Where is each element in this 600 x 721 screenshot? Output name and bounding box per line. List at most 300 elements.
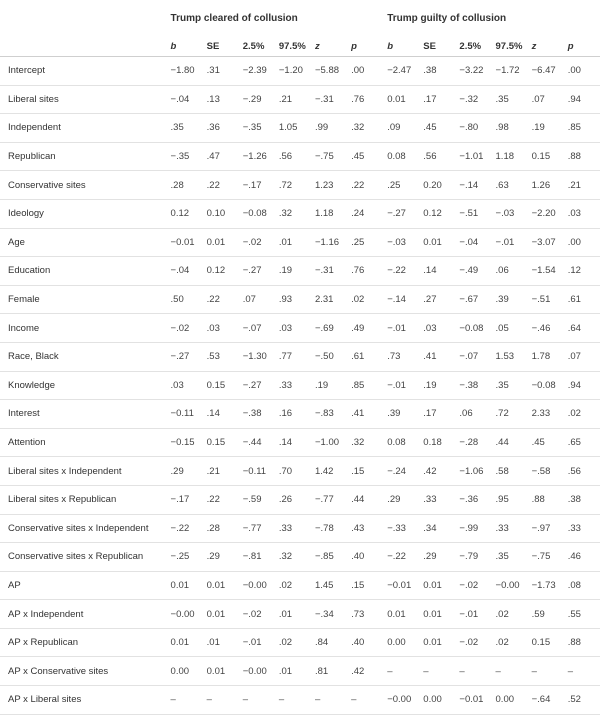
cell-cleared: −.50 <box>314 351 334 363</box>
cell-cleared: .32 <box>278 551 293 563</box>
cell-cleared: −0.00 <box>242 579 267 591</box>
cell-guilty: .52 <box>567 694 581 706</box>
cell-cleared: −.81 <box>242 551 262 563</box>
cell-guilty: .45 <box>531 437 545 449</box>
cell-cleared: −1.20 <box>278 65 303 77</box>
table-row <box>0 314 600 343</box>
cell-cleared: .00 <box>351 65 365 77</box>
cell-cleared: .76 <box>351 265 365 277</box>
cell-guilty: 0.01 <box>387 608 406 620</box>
table-row <box>0 285 600 314</box>
cell-guilty: −6.47 <box>531 65 556 77</box>
cell-guilty: .19 <box>423 379 437 391</box>
cell-guilty: .05 <box>495 322 509 334</box>
cell-cleared: −.04 <box>170 93 190 105</box>
table-body <box>0 57 600 715</box>
cell-cleared: −.02 <box>242 236 262 248</box>
cell-cleared: .32 <box>351 437 365 449</box>
cell-cleared: −0.08 <box>242 208 267 220</box>
cell-guilty: −.01 <box>495 236 515 248</box>
cell-guilty: −.32 <box>459 93 479 105</box>
cell-guilty: −.49 <box>459 265 479 277</box>
cell-guilty: −.03 <box>387 236 406 248</box>
cell-cleared: .13 <box>206 93 220 105</box>
cell-cleared: .26 <box>278 494 293 506</box>
cell-cleared: 2.31 <box>314 294 334 306</box>
cell-guilty: 0.20 <box>423 179 442 191</box>
row-label: Race, Black <box>8 351 59 363</box>
table-row <box>0 400 600 429</box>
col-header-z: z <box>311 37 347 57</box>
cell-cleared: −.75 <box>314 151 334 163</box>
cell-guilty: .38 <box>423 65 437 77</box>
cell-guilty: .00 <box>567 65 581 77</box>
cell-cleared: −.04 <box>170 265 190 277</box>
cell-guilty: .58 <box>495 465 509 477</box>
cell-cleared: −.29 <box>242 93 262 105</box>
cell-cleared: .22 <box>351 179 365 191</box>
cell-cleared: −.38 <box>242 408 262 420</box>
cell-cleared: .25 <box>351 236 365 248</box>
cell-guilty: – <box>567 665 574 677</box>
cell-guilty: −0.08 <box>459 322 484 334</box>
cell-cleared: −0.15 <box>170 437 195 449</box>
cell-cleared: .73 <box>351 608 365 620</box>
cell-cleared: .22 <box>206 179 220 191</box>
cell-cleared: .01 <box>278 665 293 677</box>
cell-cleared: .72 <box>278 179 293 191</box>
cell-guilty: .45 <box>423 122 437 134</box>
cell-guilty: −0.00 <box>387 694 412 706</box>
cell-guilty: 0.01 <box>423 579 442 591</box>
corner-cell-2 <box>0 37 167 57</box>
cell-guilty: 0.01 <box>423 608 442 620</box>
cell-guilty: – <box>495 665 501 677</box>
cell-cleared: −.31 <box>314 265 334 277</box>
cell-guilty: .94 <box>567 93 581 105</box>
cell-guilty: .35 <box>495 93 509 105</box>
cell-guilty: .61 <box>567 294 581 306</box>
cell-cleared: −.01 <box>242 637 262 649</box>
cell-guilty: −.07 <box>459 351 479 363</box>
cell-guilty: −2.20 <box>531 208 556 220</box>
cell-guilty: −.33 <box>387 522 406 534</box>
cell-guilty: .46 <box>567 551 581 563</box>
cell-cleared: −.22 <box>170 522 190 534</box>
table-row <box>0 485 600 514</box>
cell-cleared: −.17 <box>242 179 262 191</box>
cell-guilty: −.14 <box>387 294 406 306</box>
cell-cleared: .84 <box>314 637 329 649</box>
cell-cleared: 1.45 <box>314 579 334 591</box>
table-row <box>0 600 600 629</box>
cell-cleared: .03 <box>278 322 293 334</box>
row-label: Education <box>8 265 51 277</box>
cell-cleared: .50 <box>170 294 184 306</box>
cell-cleared: 1.05 <box>278 122 298 134</box>
col-header-lower: 2.5% <box>455 37 491 57</box>
group-header-row <box>0 0 600 37</box>
cell-cleared: −1.00 <box>314 437 340 449</box>
cell-cleared: .22 <box>206 494 220 506</box>
cell-guilty: −3.07 <box>531 236 556 248</box>
cell-guilty: −.79 <box>459 551 479 563</box>
cell-cleared: −.77 <box>314 494 334 506</box>
cell-cleared: .21 <box>206 465 220 477</box>
row-label: AP x Independent <box>8 608 84 620</box>
cell-guilty: .35 <box>495 379 509 391</box>
cell-guilty: .17 <box>423 408 437 420</box>
cell-guilty: .29 <box>423 551 437 563</box>
cell-guilty: −1.54 <box>531 265 556 277</box>
cell-guilty: 0.15 <box>531 151 551 163</box>
cell-guilty: 0.00 <box>495 694 515 706</box>
cell-guilty: −1.06 <box>459 465 484 477</box>
cell-cleared: .02 <box>278 637 293 649</box>
cell-cleared: −.31 <box>314 93 334 105</box>
cell-cleared: .99 <box>314 122 329 134</box>
col-header-p: p <box>347 37 383 57</box>
cell-cleared: .16 <box>278 408 293 420</box>
group-header-cleared: Trump cleared of collusion <box>167 0 384 37</box>
cell-guilty: .12 <box>567 265 581 277</box>
cell-guilty: −.14 <box>459 179 479 191</box>
cell-guilty: −.51 <box>531 294 551 306</box>
cell-guilty: .07 <box>567 351 581 363</box>
cell-cleared: −.27 <box>170 351 190 363</box>
cell-cleared: −0.00 <box>170 608 195 620</box>
cell-guilty: 0.12 <box>423 208 442 220</box>
table-row <box>0 114 600 143</box>
cell-cleared: 0.01 <box>206 236 226 248</box>
cell-guilty: .25 <box>387 179 401 191</box>
col-header-se: SE <box>419 37 455 57</box>
cell-cleared: .40 <box>351 637 365 649</box>
cell-cleared: −.77 <box>242 522 262 534</box>
cell-cleared: −1.16 <box>314 236 340 248</box>
cell-cleared: −1.26 <box>242 151 267 163</box>
cell-cleared: −.69 <box>314 322 334 334</box>
cell-guilty: −0.00 <box>495 579 520 591</box>
col-header-z: z <box>528 37 564 57</box>
cell-guilty: 0.08 <box>387 437 406 449</box>
table-row <box>0 571 600 600</box>
cell-guilty: 0.01 <box>387 93 406 105</box>
table-row <box>0 142 600 171</box>
cell-cleared: .76 <box>351 93 365 105</box>
cell-guilty: – <box>423 665 429 677</box>
cell-cleared: .14 <box>206 408 220 420</box>
cell-guilty: .33 <box>567 522 581 534</box>
cell-guilty: −.58 <box>531 465 551 477</box>
cell-cleared: .29 <box>206 551 220 563</box>
cell-guilty: −.80 <box>459 122 479 134</box>
cell-cleared: .31 <box>206 65 220 77</box>
cell-guilty: .44 <box>495 437 509 449</box>
cell-cleared: .49 <box>351 322 365 334</box>
cell-cleared: −.02 <box>170 322 190 334</box>
cell-cleared: −.27 <box>242 265 262 277</box>
cell-cleared: .56 <box>278 151 293 163</box>
cell-cleared: .28 <box>206 522 220 534</box>
cell-cleared: −.78 <box>314 522 334 534</box>
cell-cleared: −.27 <box>242 379 262 391</box>
cell-cleared: .02 <box>351 294 365 306</box>
cell-cleared: .33 <box>278 379 293 391</box>
cell-cleared: −.85 <box>314 551 334 563</box>
cell-cleared: – <box>170 694 176 706</box>
row-label: AP x Conservative sites <box>8 665 109 677</box>
cell-guilty: −.02 <box>459 579 479 591</box>
cell-cleared: – <box>278 694 285 706</box>
cell-guilty: .94 <box>567 379 581 391</box>
cell-cleared: .28 <box>170 179 184 191</box>
cell-cleared: −0.01 <box>170 236 195 248</box>
row-label: AP x Liberal sites <box>8 694 82 706</box>
cell-guilty: 1.26 <box>531 179 551 191</box>
cell-cleared: −1.30 <box>242 351 267 363</box>
cell-guilty: .02 <box>495 608 509 620</box>
cell-cleared: – <box>351 694 357 706</box>
cell-guilty: −.97 <box>531 522 551 534</box>
cell-cleared: 1.42 <box>314 465 334 477</box>
cell-cleared: −.07 <box>242 322 262 334</box>
cell-guilty: −2.47 <box>387 65 412 77</box>
cell-guilty: .72 <box>495 408 509 420</box>
table-row <box>0 457 600 486</box>
cell-cleared: −.59 <box>242 494 262 506</box>
cell-guilty: −.64 <box>531 694 551 706</box>
row-label: Conservative sites <box>8 179 86 191</box>
cell-guilty: −.01 <box>387 322 406 334</box>
row-label: Attention <box>8 437 46 449</box>
cell-guilty: .29 <box>387 494 401 506</box>
cell-guilty: 0.08 <box>387 151 406 163</box>
cell-cleared: −.25 <box>170 551 190 563</box>
cell-cleared: .40 <box>351 551 365 563</box>
row-label: Liberal sites x Republican <box>8 494 117 506</box>
cell-guilty: 2.33 <box>531 408 551 420</box>
row-label: Conservative sites x Republican <box>8 551 144 563</box>
group-header-guilty: Trump guilty of collusion <box>383 0 600 37</box>
col-header-p: p <box>564 37 600 57</box>
cell-guilty: .95 <box>495 494 509 506</box>
cell-cleared: .85 <box>351 379 365 391</box>
cell-guilty: −.04 <box>459 236 479 248</box>
cell-guilty: −.03 <box>495 208 515 220</box>
row-label: AP <box>8 579 21 591</box>
table-row <box>0 686 600 715</box>
cell-cleared: .45 <box>351 151 365 163</box>
cell-cleared: .21 <box>278 93 293 105</box>
table-row <box>0 657 600 686</box>
table-row <box>0 628 600 657</box>
col-header-se: SE <box>203 37 239 57</box>
cell-cleared: .77 <box>278 351 293 363</box>
cell-guilty: .65 <box>567 437 581 449</box>
cell-cleared: .07 <box>242 294 256 306</box>
cell-guilty: .85 <box>567 122 581 134</box>
cell-guilty: .88 <box>531 494 545 506</box>
cell-cleared: 0.01 <box>206 665 226 677</box>
cell-cleared: – <box>314 694 321 706</box>
cell-guilty: .41 <box>423 351 437 363</box>
cell-guilty: .06 <box>495 265 509 277</box>
cell-guilty: .06 <box>459 408 473 420</box>
cell-cleared: .15 <box>351 579 365 591</box>
cell-guilty: 0.18 <box>423 437 442 449</box>
cell-cleared: −.02 <box>242 608 262 620</box>
col-header-b: b <box>383 37 419 57</box>
row-label: Ideology <box>8 208 44 220</box>
cell-guilty: .34 <box>423 522 437 534</box>
cell-guilty: .03 <box>423 322 437 334</box>
cell-cleared: – <box>206 694 212 706</box>
row-label: Conservative sites x Independent <box>8 522 149 534</box>
cell-cleared: .81 <box>314 665 329 677</box>
cell-cleared: .93 <box>278 294 293 306</box>
table-row <box>0 57 600 86</box>
cell-guilty: 1.78 <box>531 351 551 363</box>
cell-cleared: −.34 <box>314 608 334 620</box>
table-row <box>0 171 600 200</box>
cell-guilty: .56 <box>567 465 581 477</box>
cell-guilty: −1.01 <box>459 151 484 163</box>
cell-guilty: .02 <box>495 637 509 649</box>
cell-guilty: .42 <box>423 465 437 477</box>
cell-cleared: .19 <box>278 265 293 277</box>
cell-guilty: −3.22 <box>459 65 484 77</box>
cell-cleared: 0.12 <box>170 208 190 220</box>
cell-cleared: −0.00 <box>242 665 267 677</box>
cell-cleared: .22 <box>206 294 220 306</box>
cell-cleared: .53 <box>206 351 220 363</box>
table-row <box>0 371 600 400</box>
cell-guilty: .02 <box>567 408 581 420</box>
cell-guilty: −.02 <box>459 637 479 649</box>
cell-cleared: 0.15 <box>206 437 226 449</box>
cell-guilty: −.51 <box>459 208 479 220</box>
col-header-lower: 2.5% <box>239 37 275 57</box>
cell-guilty: .09 <box>387 122 401 134</box>
cell-guilty: −.01 <box>459 608 479 620</box>
cell-guilty: −0.01 <box>459 694 484 706</box>
cell-guilty: −1.73 <box>531 579 556 591</box>
cell-guilty: −.36 <box>459 494 479 506</box>
cell-guilty: 0.01 <box>423 637 442 649</box>
cell-guilty: .64 <box>567 322 581 334</box>
row-label: Female <box>8 294 40 306</box>
cell-cleared: −.35 <box>170 151 190 163</box>
cell-guilty: −.38 <box>459 379 479 391</box>
cell-guilty: .07 <box>531 93 545 105</box>
table-row <box>0 199 600 228</box>
cell-guilty: −.46 <box>531 322 551 334</box>
cell-guilty: .17 <box>423 93 437 105</box>
cell-guilty: 1.53 <box>495 351 515 363</box>
cell-guilty: 1.18 <box>495 151 515 163</box>
cell-cleared: .01 <box>206 637 220 649</box>
cell-cleared: .42 <box>351 665 365 677</box>
cell-cleared: 0.00 <box>170 665 190 677</box>
table-row <box>0 228 600 257</box>
cell-guilty: −.75 <box>531 551 551 563</box>
cell-cleared: .61 <box>351 351 365 363</box>
cell-cleared: – <box>242 694 249 706</box>
row-label: Republican <box>8 151 56 163</box>
cell-cleared: 1.23 <box>314 179 334 191</box>
cell-guilty: .33 <box>495 522 509 534</box>
cell-cleared: 0.01 <box>170 579 190 591</box>
cell-cleared: .32 <box>351 122 365 134</box>
cell-guilty: −.28 <box>459 437 479 449</box>
cell-cleared: .24 <box>351 208 365 220</box>
cell-cleared: .19 <box>314 379 329 391</box>
cell-guilty: .38 <box>567 494 581 506</box>
column-header-row <box>0 37 600 57</box>
cell-guilty: .27 <box>423 294 437 306</box>
cell-guilty: .00 <box>567 236 581 248</box>
cell-cleared: −.35 <box>242 122 262 134</box>
cell-guilty: −.22 <box>387 551 406 563</box>
cell-cleared: .01 <box>278 236 293 248</box>
cell-cleared: 0.15 <box>206 379 226 391</box>
cell-guilty: −.01 <box>387 379 406 391</box>
cell-cleared: .03 <box>206 322 220 334</box>
cell-guilty: −0.01 <box>387 579 412 591</box>
cell-cleared: .36 <box>206 122 220 134</box>
cell-guilty: .98 <box>495 122 509 134</box>
cell-cleared: .70 <box>278 465 293 477</box>
cell-cleared: 0.10 <box>206 208 226 220</box>
cell-guilty: .73 <box>387 351 401 363</box>
cell-guilty: .39 <box>495 294 509 306</box>
cell-cleared: .33 <box>278 522 293 534</box>
cell-cleared: −2.39 <box>242 65 267 77</box>
row-label: Independent <box>8 122 61 134</box>
table-row <box>0 543 600 572</box>
cell-guilty: 0.00 <box>387 637 406 649</box>
cell-guilty: .63 <box>495 179 509 191</box>
col-header-upper: 97.5% <box>492 37 528 57</box>
cell-guilty: −.67 <box>459 294 479 306</box>
cell-guilty: .59 <box>531 608 545 620</box>
row-label: AP x Republican <box>8 637 79 649</box>
cell-cleared: 0.12 <box>206 265 226 277</box>
cell-guilty: .39 <box>387 408 401 420</box>
cell-cleared: 0.01 <box>206 579 226 591</box>
row-label: Liberal sites <box>8 93 59 105</box>
row-label: Age <box>8 236 25 248</box>
cell-cleared: .43 <box>351 522 365 534</box>
cell-cleared: −.44 <box>242 437 262 449</box>
cell-cleared: −.83 <box>314 408 334 420</box>
cell-cleared: .35 <box>170 122 184 134</box>
cell-guilty: .88 <box>567 637 581 649</box>
row-label: Interest <box>8 408 40 420</box>
table-row <box>0 257 600 286</box>
cell-guilty: 0.01 <box>423 236 442 248</box>
cell-cleared: .03 <box>170 379 184 391</box>
cell-cleared: −.17 <box>170 494 190 506</box>
cell-guilty: .14 <box>423 265 437 277</box>
cell-cleared: .32 <box>278 208 293 220</box>
cell-guilty: .03 <box>567 208 581 220</box>
col-header-b: b <box>167 37 203 57</box>
cell-cleared: −1.80 <box>170 65 195 77</box>
cell-guilty: 0.15 <box>531 637 551 649</box>
cell-guilty: – <box>531 665 537 677</box>
